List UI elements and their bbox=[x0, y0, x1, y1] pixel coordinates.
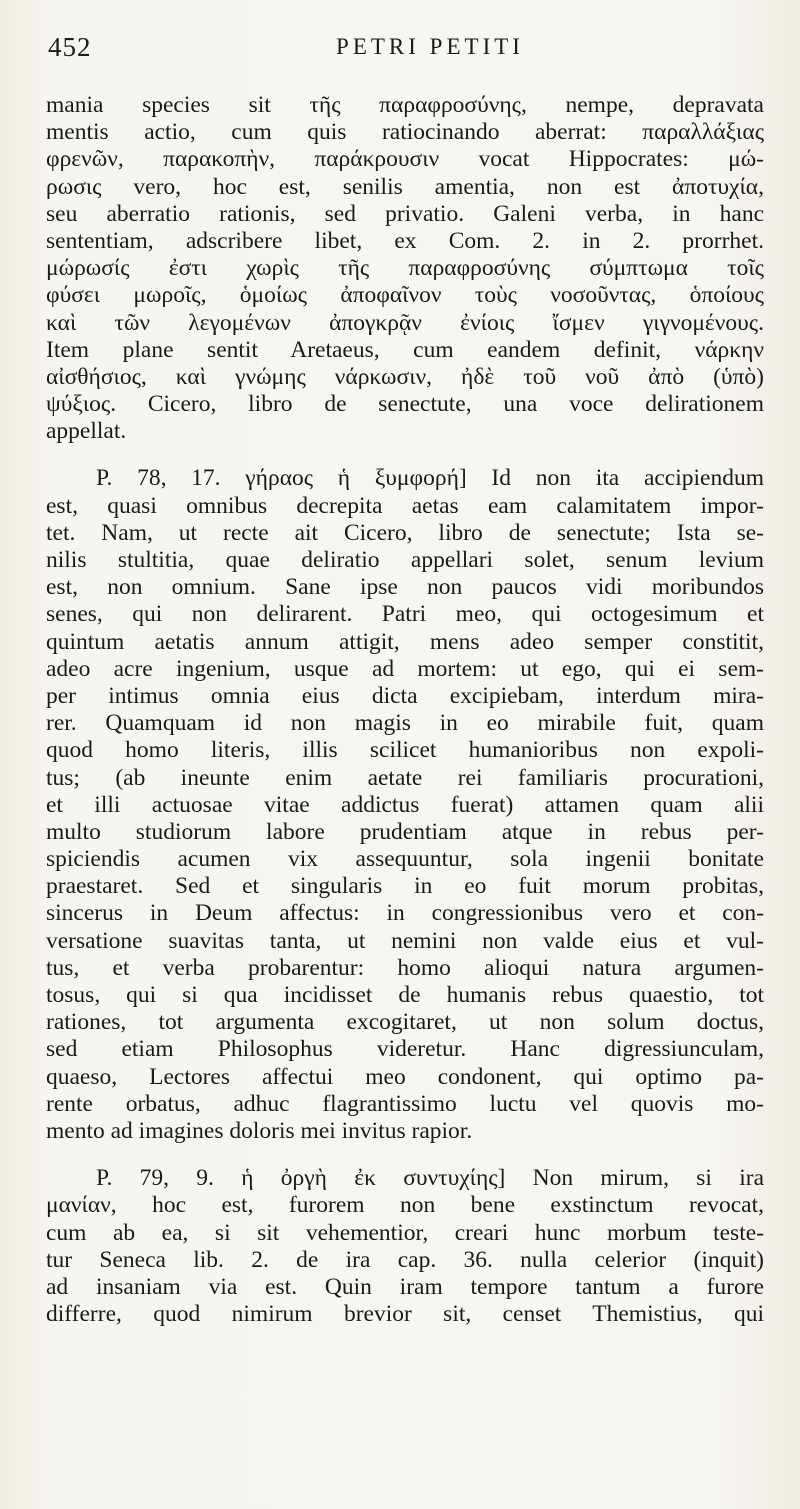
text-line: φύσει μωροῖς, ὁμοίως ἀποφαῖνον τοὺς νοσοῦντας, ὁποίους bbox=[46, 282, 764, 309]
text-line: est, non omnium. Sane ipse non paucos vidi moribundos bbox=[46, 574, 764, 601]
text-line: multo studiorum labore prudentiam atque in rebus per- bbox=[46, 818, 764, 845]
text-line: καὶ τῶν λεγομένων ἀπογκρᾷν ἐνίοις ἴσμεν γιγνομένους. bbox=[46, 309, 764, 336]
text-line: senes, qui non delirarent. Patri meo, qui octogesimum et bbox=[46, 601, 764, 628]
body-text bbox=[46, 92, 764, 1328]
text-line: appellat. bbox=[46, 418, 127, 445]
text-line: P. 79, 9. ἡ ὀργὴ ἐκ συντυχίης] Non mirum, si ira bbox=[96, 1165, 764, 1192]
text-line: spiciendis acumen vix assequuntur, sola ingenii bonitate bbox=[46, 846, 764, 873]
text-line: rer. Quamquam id non magis in eo mirabile fuit, quam bbox=[46, 710, 764, 737]
text-line: nilis stultitia, quae deliratio appellari solet, senum levium bbox=[46, 547, 764, 573]
text-line: tosus, qui si qua incidisset de humanis rebus quaestio, tot bbox=[46, 982, 764, 1008]
text-line: sed etiam Philosophus videretur. Hanc digressiunculam, bbox=[46, 1036, 764, 1063]
text-line: mentis actio, cum quis ratiocinando aberrat: παραλλάξιας bbox=[46, 119, 764, 146]
text-line: P. 78, 17. γήραος ἡ ξυμφορή] Id non ita accipiendum bbox=[96, 465, 764, 492]
text-line: ad insaniam via est. Quin iram tempore tantum a furore bbox=[46, 1273, 764, 1300]
text-line: tus; (ab ineunte enim aetate rei familiaris procurationi, bbox=[46, 764, 764, 791]
text-line: differre, quod nimirum brevior sit, censet Themistius, qui bbox=[46, 1301, 764, 1328]
text-line: mania species sit τῆς παραφροσύνης, nempe, depravata bbox=[46, 92, 764, 118]
text-line: αἰσθήσιος, καὶ γνώμης νάρκωσιν, ἠδὲ τοῦ νοῦ ἀπὸ (ὑπὸ) bbox=[46, 363, 764, 390]
running-title: PETRI PETITI bbox=[336, 34, 524, 59]
text-line: quaeso, Lectores affectui meo condonent, qui optimo pa- bbox=[46, 1063, 764, 1090]
paragraph-3 bbox=[46, 1165, 764, 1328]
text-line: tur Seneca lib. 2. de ira cap. 36. nulla celerior (inquit) bbox=[46, 1246, 764, 1273]
page-number: 452 bbox=[48, 32, 92, 62]
text-line: est, quasi omnibus decrepita aetas eam calamitatem impor- bbox=[46, 492, 764, 519]
text-line: ρωσις vero, hoc est, senilis amentia, non est ἀποτυχία, bbox=[46, 173, 764, 200]
text-line: μανίαν, hoc est, furorem non bene exstinctum revocat, bbox=[46, 1192, 764, 1219]
text-line: tet. Nam, ut recte ait Cicero, libro de senectute; Ista se- bbox=[46, 519, 764, 546]
text-line: μώρωσίς ἐστι χωρὶς τῆς παραφροσύνης σύμπτωμα τοῖς bbox=[46, 255, 764, 282]
text-line: cum ab ea, si sit vehementior, creari hunc morbum teste- bbox=[46, 1219, 764, 1246]
text-line: rationes, tot argumenta excogitaret, ut non solum doctus, bbox=[46, 1009, 764, 1036]
text-line: quod homo literis, illis scilicet humanioribus non expoli- bbox=[46, 737, 764, 764]
text-line: mento ad imagines doloris mei invitus rapior. bbox=[46, 1117, 473, 1144]
text-line: quintum aetatis annum attigit, mens adeo semper constitit, bbox=[46, 628, 764, 655]
paragraph-2 bbox=[46, 465, 764, 1145]
text-line: per intimus omnia eius dicta excipiebam, interdum mira- bbox=[46, 682, 764, 709]
text-line: φρενῶν, παρακοπὴν, παράκρουσιν vocat Hippocrates: μώ- bbox=[46, 146, 764, 173]
running-head bbox=[40, 28, 760, 68]
text-line: sincerus in Deum affectus: in congressionibus vero et con- bbox=[46, 900, 764, 927]
text-line: Item plane sentit Aretaeus, cum eandem definit, νάρκην bbox=[46, 336, 764, 363]
text-line: adeo acre ingenium, usque ad mortem: ut ego, qui ei sem- bbox=[46, 655, 764, 682]
text-line: praestaret. Sed et singularis in eo fuit morum probitas, bbox=[46, 873, 764, 900]
text-line: rente orbatus, adhuc flagrantissimo luctu vel quovis mo- bbox=[46, 1090, 764, 1117]
text-line: et illi actuosae vitae addictus fuerat) attamen quam alii bbox=[46, 791, 764, 818]
text-line: sententiam, adscribere libet, ex Com. 2. in 2. prorrhet. bbox=[46, 227, 764, 254]
text-line: versatione suavitas tanta, ut nemini non valde eius et vul- bbox=[46, 927, 764, 954]
paragraph-1 bbox=[46, 92, 764, 445]
text-line: ψύξιος. Cicero, libro de senectute, una voce delirationem bbox=[46, 391, 764, 418]
text-line: tus, et verba probarentur: homo alioqui natura argumen- bbox=[46, 954, 764, 981]
text-line: seu aberratio rationis, sed privatio. Galeni verba, in hanc bbox=[46, 200, 764, 227]
